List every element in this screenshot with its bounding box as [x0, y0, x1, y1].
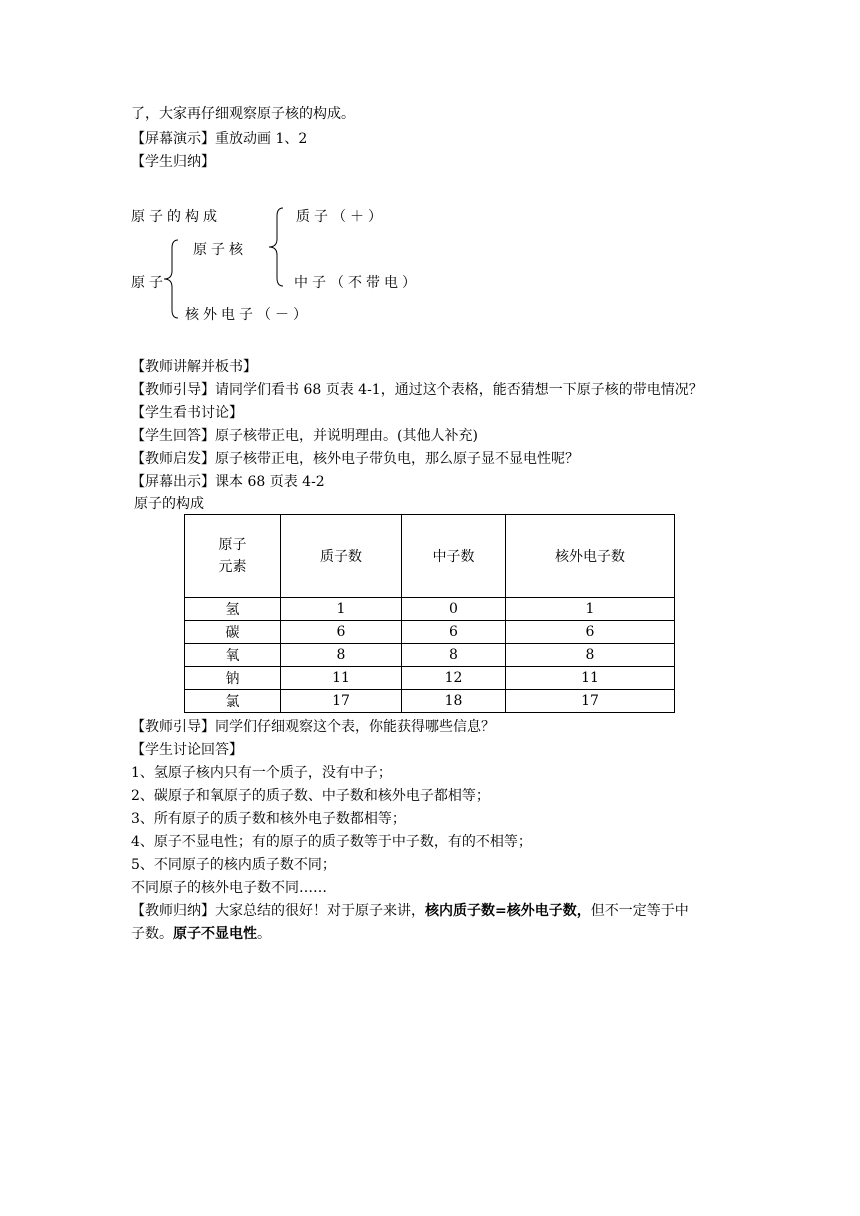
- header-atom-label: 原子: [218, 537, 247, 553]
- dialogue-tag: 【屏幕出示】: [131, 474, 215, 490]
- diagram-neutron: 中子（不带电）: [294, 275, 420, 291]
- diagram-proton: 质子（＋）: [296, 209, 386, 225]
- table-header-cell: [185, 515, 281, 598]
- discussion-point: 5、不同原子的核内质子数不同；: [131, 857, 336, 873]
- teacher-summary-tag: 【教师归纳】: [131, 903, 215, 919]
- table-header-cell: 中子数: [402, 515, 506, 598]
- table-cell: 17: [281, 690, 402, 713]
- atom-composition-table: [184, 514, 675, 713]
- teacher-guide-text: 同学们仔细观察这个表，你能获得哪些信息？: [215, 719, 495, 735]
- teacher-guide-line: [131, 717, 495, 737]
- screen-demo-line: [131, 129, 307, 149]
- dialogue-text: 原子核带正电，核外电子带负电，那么原子显不显电性呢？: [215, 451, 579, 467]
- discussion-point: 不同原子的核外电子数不同……: [131, 880, 327, 896]
- teacher-summary-period: 。: [257, 926, 271, 942]
- discussion-point: 3、所有原子的质子数和核外电子数都相等；: [131, 811, 406, 827]
- student-summary-line: [131, 152, 215, 172]
- table-row: [185, 621, 675, 644]
- table-header-row: [185, 515, 675, 598]
- brace-right-icon: [265, 206, 289, 288]
- table-row: [185, 644, 675, 667]
- table-cell: 18: [402, 690, 506, 713]
- table-cell: 6: [506, 621, 675, 644]
- table-cell: 6: [402, 621, 506, 644]
- discussion-tag: 【学生讨论回答】: [131, 742, 243, 758]
- diagram-electron: 核外电子（－）: [185, 307, 311, 323]
- discussion-line: [131, 740, 243, 760]
- table-cell: 11: [281, 667, 402, 690]
- teacher-summary-conclusion: 原子不显电性: [173, 926, 257, 942]
- dialogue-tag: 【教师引导】: [131, 382, 215, 398]
- teacher-summary-text: 大家总结的很好！对于原子来讲，: [215, 903, 425, 919]
- table-caption: [134, 494, 204, 514]
- table-cell: 12: [402, 667, 506, 690]
- dialogue-line: [131, 357, 257, 377]
- table-cell: 8: [506, 644, 675, 667]
- table-cell: 0: [402, 598, 506, 621]
- dialogue-text: 原子核带正电，并说明理由。(其他人补充): [215, 428, 478, 444]
- table-cell: 氢: [185, 598, 281, 621]
- table-caption-text: 原子的构成: [134, 496, 204, 512]
- table-cell: 8: [402, 644, 506, 667]
- intro-line: [131, 104, 355, 124]
- screen-demo-text: 重放动画 1、2: [215, 131, 308, 147]
- teacher-summary-line-2: [131, 924, 271, 944]
- teacher-summary-text-end: 子数。: [131, 926, 173, 942]
- diagram-root: 原子: [131, 275, 167, 291]
- header-element-label: 元素: [218, 559, 247, 575]
- table-cell: 6: [281, 621, 402, 644]
- dialogue-line: [131, 380, 703, 400]
- teacher-summary-key-fact: 核内质子数=核外电子数，: [425, 903, 591, 919]
- dialogue-line: [131, 472, 325, 492]
- dialogue-text: 请同学们看书 68 页表 4-1，通过这个表格，能否猜想一下原子核的带电情况？: [215, 382, 703, 398]
- teacher-guide-tag: 【教师引导】: [131, 719, 215, 735]
- dialogue-tag: 【教师启发】: [131, 451, 215, 467]
- table-cell: 氧: [185, 644, 281, 667]
- table-cell: 8: [281, 644, 402, 667]
- screen-demo-tag: 【屏幕演示】: [131, 131, 215, 147]
- table-cell: 碳: [185, 621, 281, 644]
- table-cell: 11: [506, 667, 675, 690]
- table-header-cell: 质子数: [281, 515, 402, 598]
- diagram-title: 原子的构成: [131, 209, 221, 225]
- diagram-nucleus: 原子核: [193, 242, 247, 258]
- discussion-point: 1、氢原子核内只有一个质子，没有中子；: [131, 765, 392, 781]
- dialogue-tag: 【教师讲解并板书】: [131, 359, 257, 375]
- dialogue-tag: 【学生看书讨论】: [131, 405, 243, 421]
- dialogue-tag: 【学生回答】: [131, 428, 215, 444]
- dialogue-text: 课本 68 页表 4-2: [215, 474, 325, 490]
- brace-left-icon: [160, 238, 184, 320]
- table-row: [185, 690, 675, 713]
- table-cell: 1: [506, 598, 675, 621]
- table-cell: 17: [506, 690, 675, 713]
- dialogue-line: [131, 426, 478, 446]
- teacher-summary-text-cont: 但不一定等于中: [590, 903, 689, 919]
- intro-text: 了，大家再仔细观察原子核的构成。: [131, 106, 355, 122]
- student-summary-tag: 【学生归纳】: [131, 154, 215, 170]
- table-row: [185, 598, 675, 621]
- table-cell: 钠: [185, 667, 281, 690]
- discussion-point: 4、原子不显电性；有的原子的质子数等于中子数，有的不相等；: [131, 834, 532, 850]
- dialogue-line: [131, 403, 243, 423]
- discussion-point: 2、碳原子和氧原子的质子数、中子数和核外电子都相等；: [131, 788, 490, 804]
- table-row: [185, 667, 675, 690]
- teacher-summary-line: [131, 901, 689, 921]
- table-cell: 氯: [185, 690, 281, 713]
- table-cell: 1: [281, 598, 402, 621]
- table-header-cell: 核外电子数: [506, 515, 675, 598]
- dialogue-line: [131, 449, 579, 469]
